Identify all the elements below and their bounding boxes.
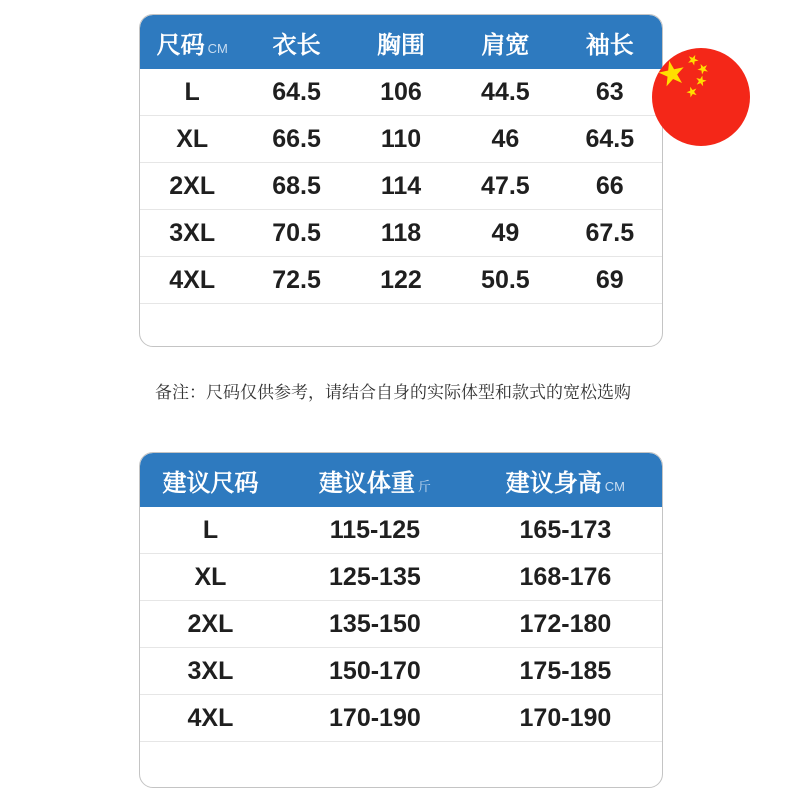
column-header-length: 衣长	[272, 31, 321, 59]
cell-weight: 135-150	[329, 609, 421, 638]
table-row	[140, 648, 662, 695]
cell-value: 68.5	[272, 171, 321, 200]
cell-value: 66.5	[272, 124, 321, 153]
column-header-suggest-size: 建议尺码	[162, 469, 259, 497]
cell-weight: 170-190	[329, 703, 421, 732]
column-header-sleeve: 袖长	[585, 31, 634, 59]
cell-value: 110	[380, 124, 422, 153]
cell-height: 175-185	[519, 656, 612, 685]
suggest-table	[139, 452, 663, 788]
unit-label: 斤	[417, 478, 431, 494]
cell-size: 3XL	[169, 218, 216, 247]
cell-value: 50.5	[481, 265, 530, 294]
cell-size: XL	[194, 562, 227, 591]
cell-size: L	[202, 515, 219, 544]
cell-value: 49	[491, 218, 520, 247]
cell-value: 69	[595, 265, 624, 294]
cell-value: 63	[595, 77, 624, 106]
table-row	[140, 257, 662, 304]
table-filler-row	[140, 742, 662, 788]
cell-height: 172-180	[519, 609, 612, 638]
cell-value: 66	[595, 171, 624, 200]
suggest-table-header-row	[140, 453, 662, 507]
cell-value: 64.5	[272, 77, 321, 106]
cell-size: 3XL	[187, 656, 234, 685]
table-row	[140, 507, 662, 554]
table-row	[140, 116, 662, 163]
cell-size: 2XL	[187, 609, 234, 638]
cell-size: 2XL	[169, 171, 216, 200]
china-flag-icon	[652, 47, 750, 147]
table-filler-row	[140, 304, 662, 347]
cell-value: 44.5	[481, 77, 530, 106]
cell-value: 67.5	[585, 218, 635, 247]
table-row	[140, 163, 662, 210]
table-row	[140, 69, 662, 116]
cell-value: 70.5	[272, 218, 321, 247]
cell-size: L	[184, 77, 200, 106]
cell-value: 47.5	[481, 171, 530, 200]
cell-size: 4XL	[169, 265, 216, 294]
cell-value: 106	[380, 77, 422, 106]
cell-height: 165-173	[519, 515, 612, 544]
cell-size: XL	[176, 124, 209, 153]
column-header-chest: 胸围	[376, 31, 425, 59]
column-header-size: 尺码 CM	[156, 31, 228, 59]
cell-height: 168-176	[519, 562, 612, 591]
cell-weight: 125-135	[329, 562, 421, 591]
cell-value: 64.5	[585, 124, 635, 153]
note-text: 备注：尺码仅供参考，请结合自身的实际体型和款式的宽松选购	[155, 383, 631, 402]
table-row	[140, 554, 662, 601]
unit-label: CM	[604, 478, 626, 494]
cell-weight: 115-125	[329, 515, 421, 544]
table-row	[140, 695, 662, 742]
cell-value: 114	[380, 171, 422, 200]
cell-height: 170-190	[519, 703, 612, 732]
table-row	[140, 601, 662, 648]
cell-size: 4XL	[187, 703, 234, 732]
cell-value: 118	[380, 218, 422, 247]
unit-label: CM	[207, 40, 228, 56]
column-header-suggest-height: 建议身高 CM	[505, 469, 626, 497]
cell-weight: 150-170	[329, 656, 421, 685]
cell-value: 122	[380, 265, 422, 294]
size-table	[139, 14, 663, 347]
column-header-suggest-weight: 建议体重 斤	[318, 469, 431, 497]
table-row	[140, 210, 662, 257]
size-table-header-row	[140, 15, 662, 69]
column-header-shoulder: 肩宽	[481, 31, 530, 59]
cell-value: 46	[491, 124, 520, 153]
cell-value: 72.5	[272, 265, 321, 294]
